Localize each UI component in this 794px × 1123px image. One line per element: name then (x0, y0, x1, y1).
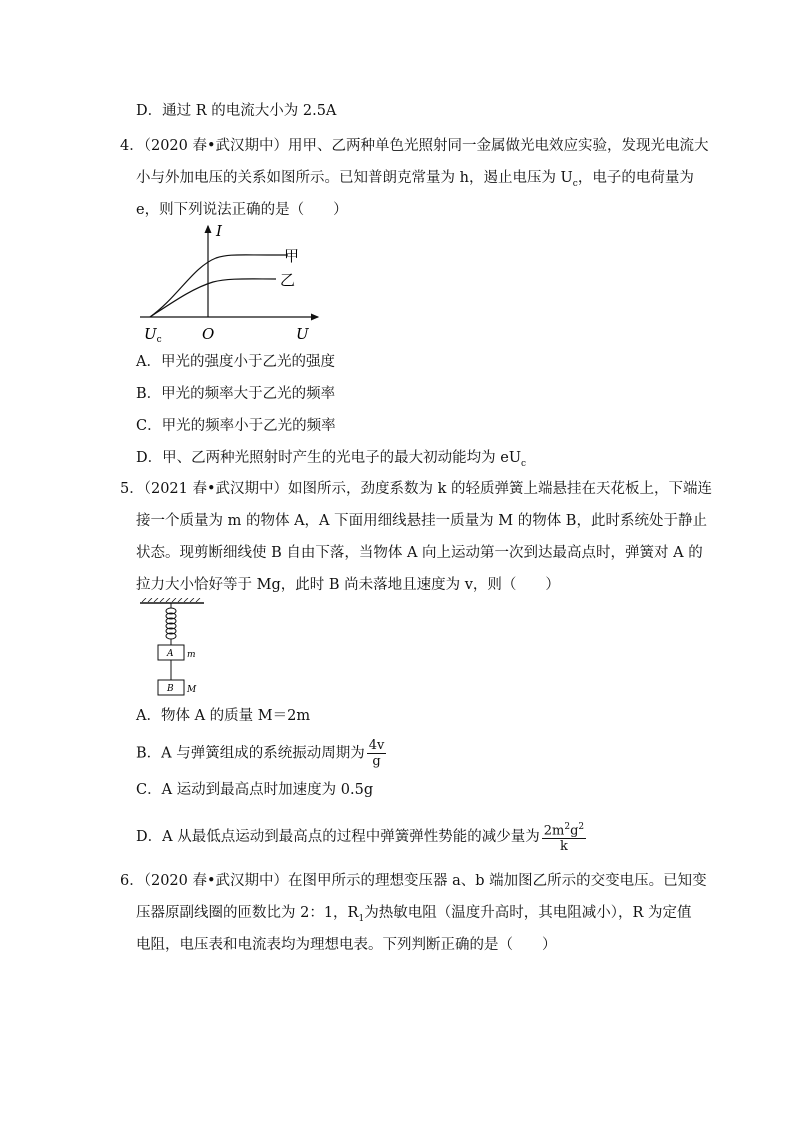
q5-stem-line3: 状态。现剪断细线使 B 自由下落，当物体 A 向上运动第一次到达最高点时，弹簧对 A 的 (136, 545, 703, 561)
q3-option-d: D．通过 R 的电流大小为 2.5A (136, 103, 337, 119)
q5-option-b-fraction: $\frac{4v}{g}$ (368, 738, 385, 769)
x-axis-label: U (296, 325, 309, 343)
q5-option-a: A．物体 A 的质量 M＝2m (136, 708, 311, 724)
q5-stem-line1: 5．（2021 春•武汉期中）如图所示，劲度系数为 k 的轻质弹簧上端悬挂在天花板上，下端连 (120, 481, 713, 497)
q5-option-c: C．A 运动到最高点时加速度为 0.5g (136, 782, 374, 798)
q4-option-b: B．甲光的频率大于乙光的频率 (136, 386, 336, 402)
q5-stem-line4: 拉力大小恰好等于 Mg，此时 B 尚未落地且速度为 v，则（ ） (136, 577, 560, 593)
block-b-label: B (167, 684, 174, 694)
q4-stem-line1: 4．（2020 春•武汉期中）用甲、乙两种单色光照射同一金属做光电效应实验，发现光电流大 (120, 138, 709, 154)
curve-yi-label: 乙 (280, 271, 296, 289)
q4-option-d: D．甲、乙两种光照射时产生的光电子的最大初动能均为 $eU_c$ (136, 450, 527, 469)
q4-iu-graph (138, 222, 328, 347)
q5-option-d-fraction: $\frac{2m^2g^2}{k}$ (543, 822, 585, 855)
stop-voltage-label: $U_c$ (144, 325, 162, 345)
q6-stem-line1: 6．（2020 春•武汉期中）在图甲所示的理想变压器 a、b 端加图乙所示的交变电压。已知变 (120, 873, 707, 889)
curve-jia-label: 甲 (284, 247, 300, 265)
q6-stem-line2: 压器原副线圈的匝数比为 2：1，$R_1$为热敏电阻（温度升高时，其电阻减小），R 为定值 (136, 905, 692, 924)
curve-yi (150, 279, 276, 317)
q5-spring-figure (138, 598, 218, 700)
q5-option-b: B．A 与弹簧组成的系统振动周期为 $\frac{4v}{g}$ (136, 738, 385, 769)
q4-stem-line3: e，则下列说法正确的是（ ） (136, 202, 348, 218)
q4-stem-line2: 小与外加电压的关系如图所示。已知普朗克常量为 h，遏止电压为 $U_c$，电子的电荷量为 (136, 170, 694, 189)
curve-jia (150, 255, 288, 317)
mass-b-label: M (187, 685, 197, 695)
q6-stem-line3: 电阻，电压表和电流表均为理想电表。下列判断正确的是（ ） (136, 937, 557, 953)
q4-option-c: C．甲光的频率小于乙光的频率 (136, 418, 336, 434)
spring-coil (166, 603, 176, 645)
q5-stem-line2: 接一个质量为 m 的物体 A，A 下面用细线悬挂一质量为 M 的物体 B，此时系统处于静止 (136, 513, 707, 529)
q4-option-a: A．甲光的强度小于乙光的强度 (136, 354, 335, 370)
origin-label: O (202, 325, 215, 343)
block-a-label: A (167, 649, 174, 659)
q5-option-d: D．A 从最低点运动到最高点的过程中弹簧弹性势能的减少量为 $\frac{2m^2g^2}{k}$ (136, 822, 585, 855)
y-axis-label: I (216, 222, 222, 240)
mass-a-label: m (187, 650, 196, 660)
